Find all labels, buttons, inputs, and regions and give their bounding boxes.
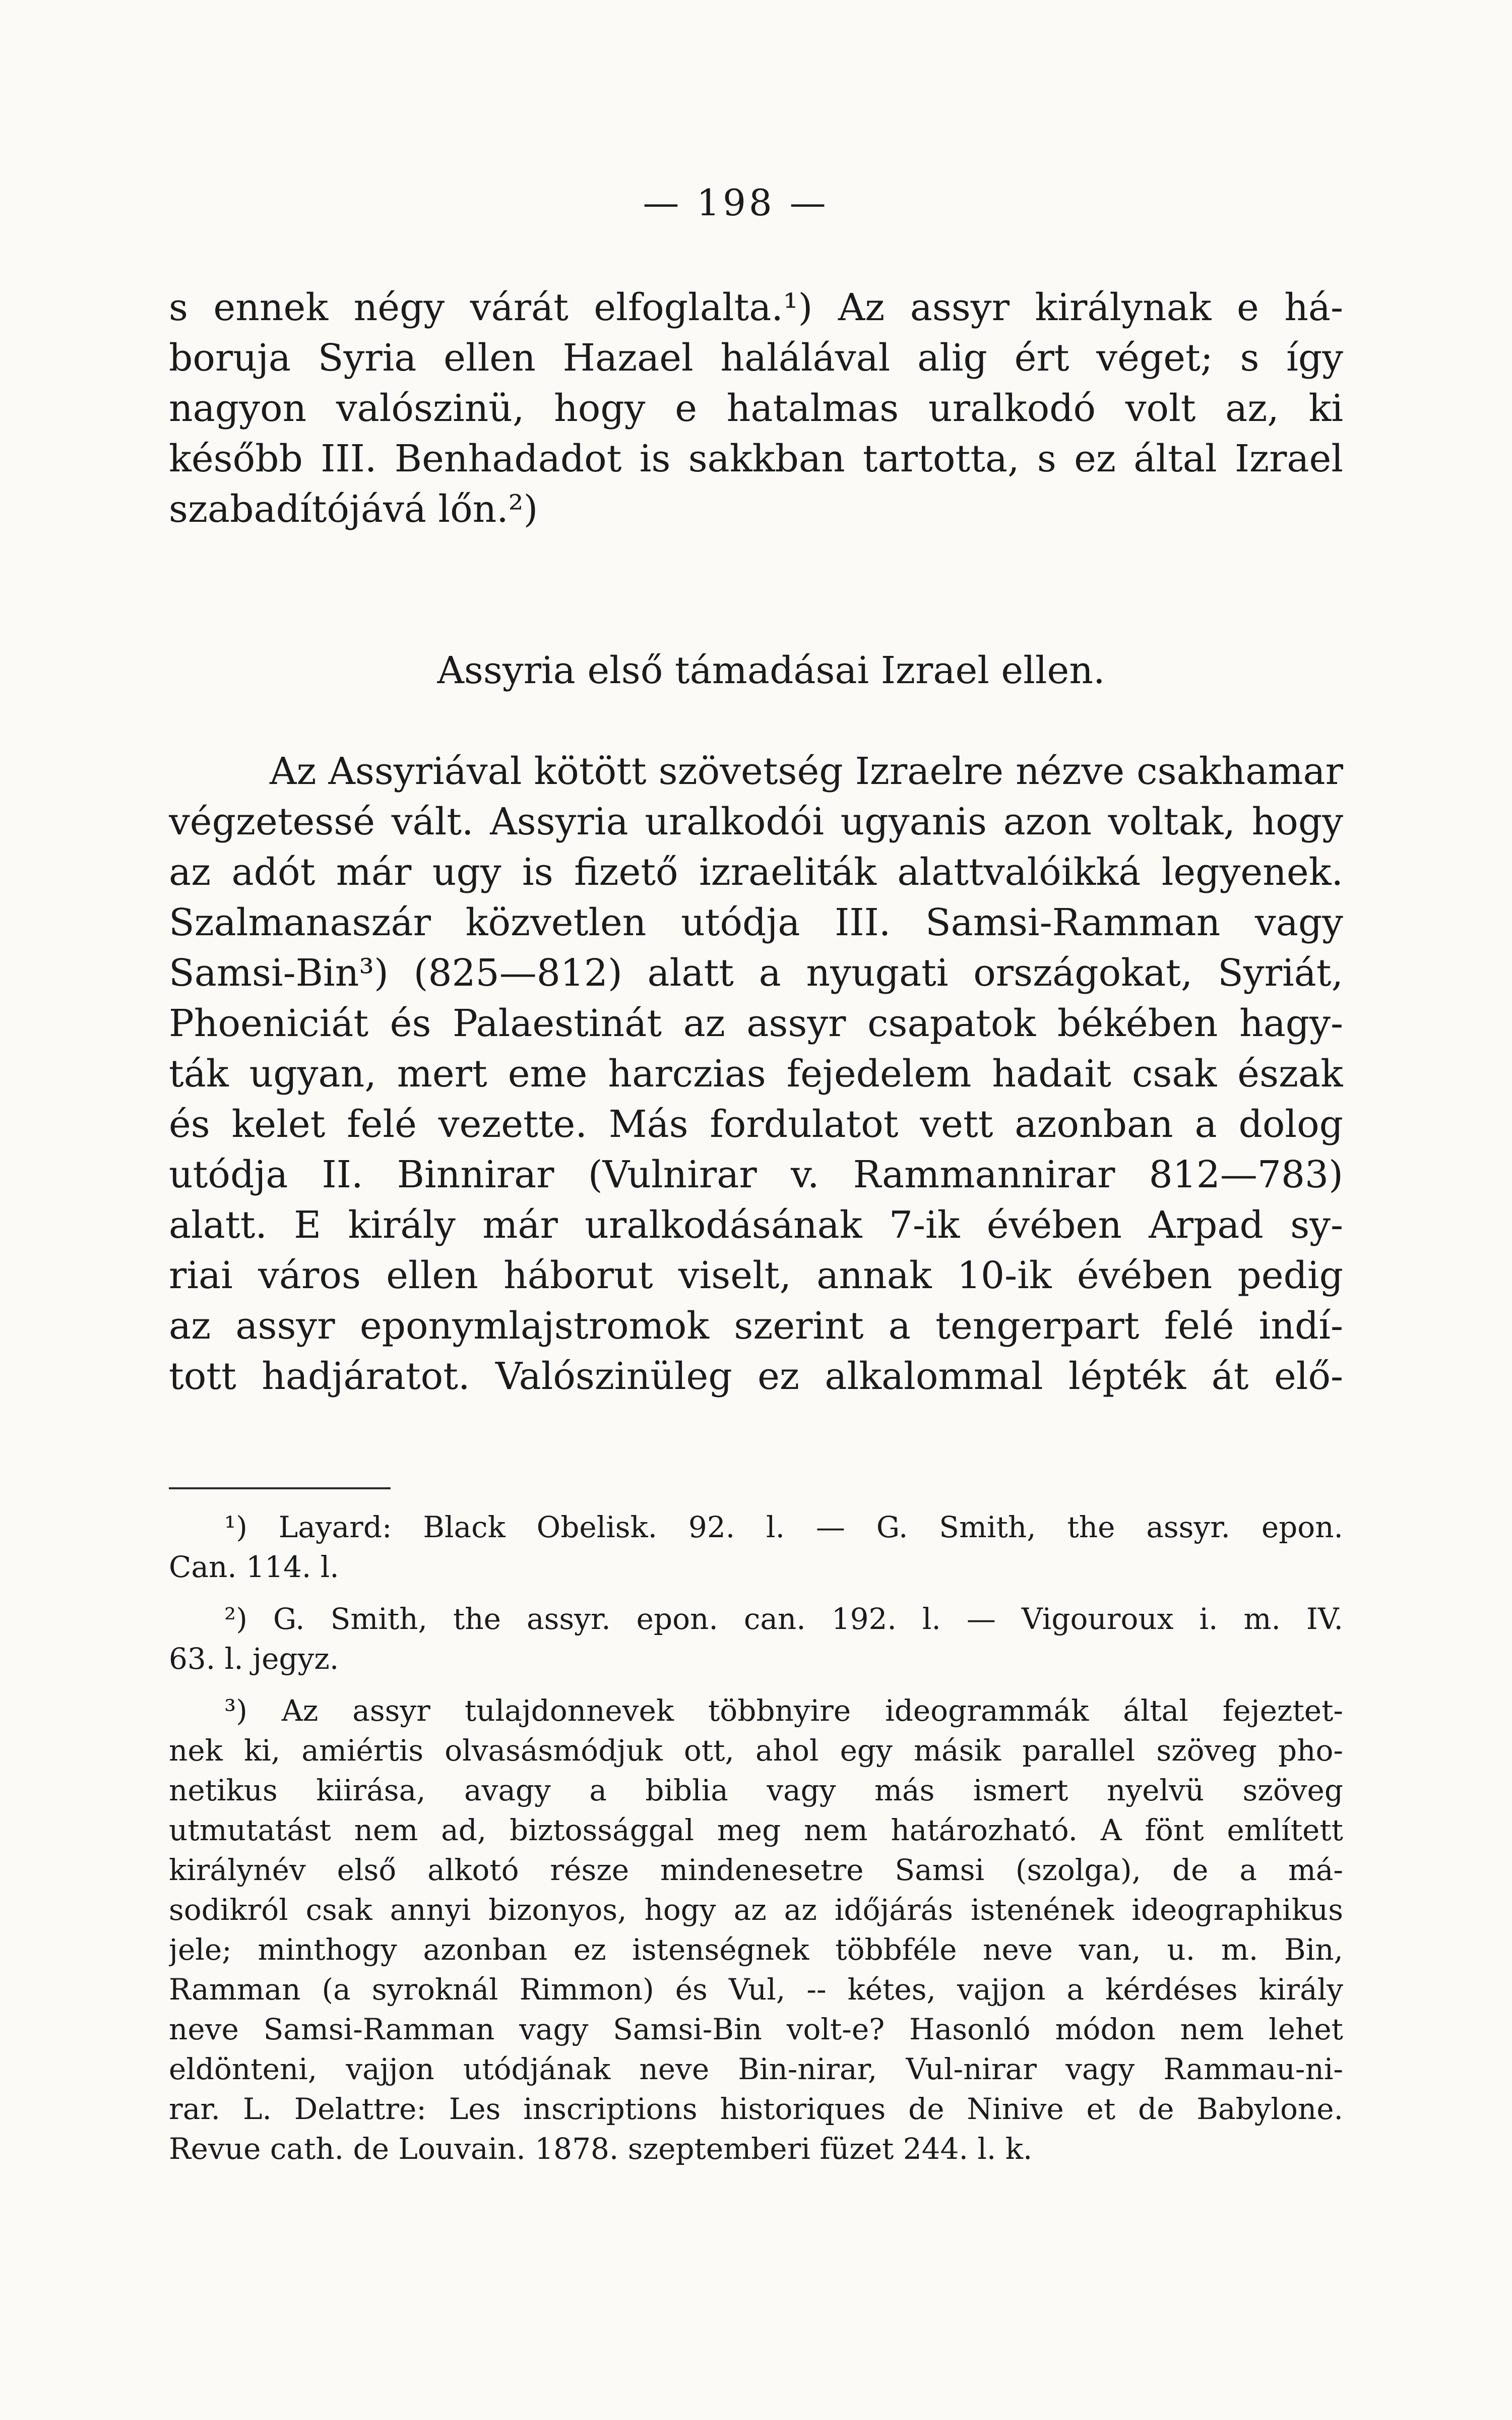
- footnote-2: [169, 1599, 1343, 1679]
- footnote-line: ³) Az assyr tulajdonnevek többnyire ideogrammák által fejeztet-: [224, 1693, 1343, 1728]
- text-line: ták ugyan, mert eme harczias fejedelem hadait csak észak: [169, 1052, 1343, 1096]
- text-line: alatt. E király már uralkodásának 7-ik évében Arpad sy-: [169, 1203, 1343, 1247]
- section-paragraph: [169, 746, 1343, 1402]
- text-line: riai város ellen háborut viselt, annak 10-ik évében pedig: [169, 1254, 1343, 1297]
- footnote-line: rar. L. Delattre: Les inscriptions historiques de Ninive et de Babylone.: [169, 2092, 1343, 2126]
- footnote-line: ¹) Layard: Black Obelisk. 92. l. — G. Smith, the assyr. epon.: [224, 1510, 1343, 1544]
- footnote-1: [169, 1507, 1343, 1587]
- footnote-line: 63. l. jegyz.: [169, 1642, 339, 1676]
- footnote-3: [169, 1691, 1343, 2169]
- footnote-line: sodikról csak annyi bizonyos, hogy az az időjárás istenének ideographikus: [169, 1893, 1343, 1927]
- footnote-line: nek ki, amiértis olvasásmódjuk ott, ahol egy másik parallel szöveg pho-: [169, 1733, 1343, 1768]
- text-line: Szalmanaszár közvetlen utódja III. Samsi-Ramman vagy: [169, 901, 1343, 944]
- text-line: és kelet felé vezette. Más fordulatot vett azonban a dolog: [169, 1103, 1343, 1146]
- text-line: Az Assyriával kötött szövetség Izraelre nézve csakhamar: [270, 750, 1343, 793]
- text-line: boruja Syria ellen Hazael halálával alig ért véget; s így: [169, 336, 1343, 380]
- footnote-line: netikus kiirása, avagy a biblia vagy más ismert nyelvü szöveg: [169, 1773, 1343, 1807]
- text-line: Samsi-Bin³) (825—812) alatt a nyugati országokat, Syriát,: [169, 951, 1343, 995]
- footnote-line: jele; minthogy azonban ez istenségnek többféle neve van, u. m. Bin,: [169, 1932, 1343, 1967]
- footnote-line: Can. 114. l.: [169, 1550, 339, 1584]
- text-line: Phoeniciát és Palaestinát az assyr csapatok békében hagy-: [169, 1002, 1343, 1045]
- text-line: tott hadjáratot. Valószinüleg ez alkalommal lépték át elő-: [169, 1355, 1343, 1398]
- footnote-line: eldönteni, vajjon utódjának neve Bin-nirar, Vul-nirar vagy Rammau-ni-: [169, 2052, 1343, 2086]
- footnote-line: neve Samsi-Ramman vagy Samsi-Bin volt-e? Hasonló módon nem lehet: [169, 2012, 1343, 2046]
- text-line: az adót már ugy is fizető izraeliták alattvalóikká legyenek.: [169, 851, 1343, 894]
- text-line: az assyr eponymlajstromok szerint a tengerpart felé indí-: [169, 1304, 1343, 1348]
- footnotes: [169, 1507, 1343, 2169]
- page-number: — 198 —: [643, 182, 829, 224]
- footnote-line: utmutatást nem ad, biztossággal meg nem határozható. A fönt említett: [169, 1813, 1343, 1847]
- text-line: s ennek négy várát elfoglalta.¹) Az assyr királynak e há-: [169, 286, 1343, 329]
- footnote-line: ²) G. Smith, the assyr. epon. can. 192. l. — Vigouroux i. m. IV.: [224, 1602, 1343, 1636]
- text-line: végzetessé vált. Assyria uralkodói ugyanis azon voltak, hogy: [169, 800, 1343, 843]
- text-line: utódja II. Binnirar (Vulnirar v. Rammannirar 812—783): [169, 1153, 1343, 1196]
- footnote-divider: [169, 1487, 391, 1489]
- footnote-line: királynév első alkotó része mindenesetre Samsi (szolga), de a má-: [169, 1853, 1343, 1887]
- text-line: szabadítójává lőn.²): [169, 488, 538, 531]
- text-line: később III. Benhadadot is sakkban tartotta, s ez által Izrael: [169, 437, 1343, 480]
- intro-paragraph: [169, 282, 1343, 534]
- footnote-line: Ramman (a syroknál Rimmon) és Vul, -- kétes, vajjon a kérdéses király: [169, 1972, 1343, 2007]
- footnote-line: Revue cath. de Louvain. 1878. szeptemberi füzet 244. l. k.: [169, 2132, 1033, 2166]
- text-line: nagyon valószinü, hogy e hatalmas uralkodó volt az, ki: [169, 387, 1343, 430]
- section-heading: Assyria első támadásai Izrael ellen.: [437, 649, 1105, 692]
